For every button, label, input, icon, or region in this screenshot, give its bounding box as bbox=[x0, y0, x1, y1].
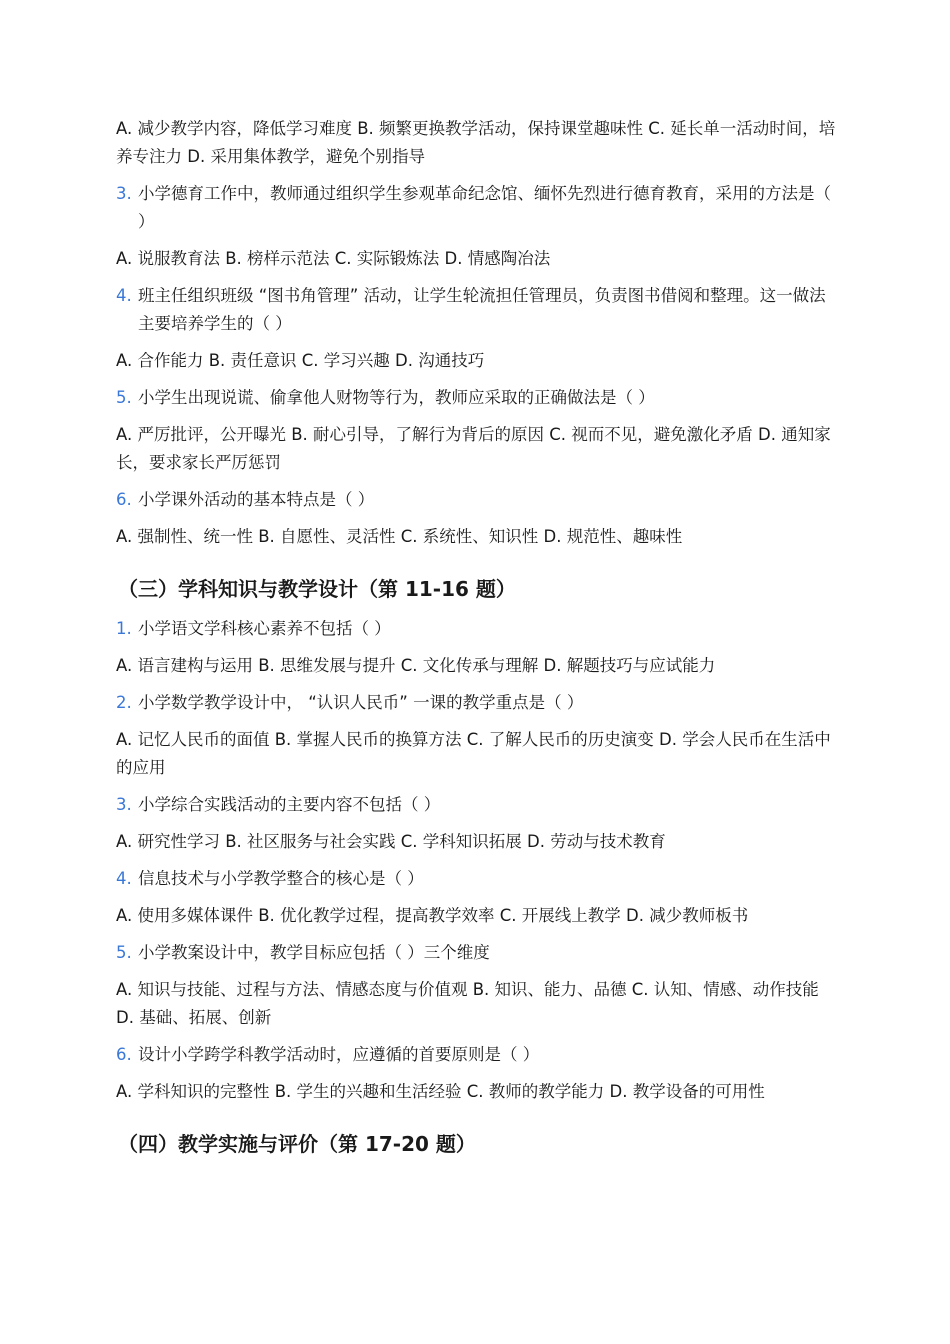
question-item bbox=[116, 1041, 838, 1069]
question-text: 小学生出现说谎、偷拿他人财物等行为，教师应采取的正确做法是（ ） bbox=[138, 388, 655, 407]
question-text: 小学德育工作中，教师通过组织学生参观革命纪念馆、缅怀先烈进行德育教育，采用的方法是（ ） bbox=[138, 184, 831, 231]
answer-options: A. 知识与技能、过程与方法、情感态度与价值观 B. 知识、能力、品德 C. 认知、情感、动作技能 D. 基础、拓展、创新 bbox=[116, 980, 819, 1027]
question-text: 设计小学跨学科教学活动时，应遵循的首要原则是（ ） bbox=[138, 1045, 540, 1064]
question-number: 4. bbox=[116, 286, 132, 305]
answer-options: A. 学科知识的完整性 B. 学生的兴趣和生活经验 C. 教师的教学能力 D. 教学设备的可用性 bbox=[116, 1082, 765, 1101]
answer-options: A. 语言建构与运用 B. 思维发展与提升 C. 文化传承与理解 D. 解题技巧与应试能力 bbox=[116, 656, 716, 675]
question-item bbox=[116, 865, 838, 893]
question-text: 小学语文学科核心素养不包括（ ） bbox=[138, 619, 391, 638]
question-number: 4. bbox=[116, 869, 132, 888]
question-text: 小学课外活动的基本特点是（ ） bbox=[138, 490, 375, 509]
question-item bbox=[116, 939, 838, 967]
answer-options: A. 严厉批评，公开曝光 B. 耐心引导，了解行为背后的原因 C. 视而不见，避免激化矛盾 D. 通知家长，要求家长严厉惩罚 bbox=[116, 425, 831, 472]
question-number: 6. bbox=[116, 490, 132, 509]
question-item bbox=[116, 282, 838, 338]
document-page bbox=[116, 115, 838, 1158]
question-item bbox=[116, 689, 838, 717]
question-number: 3. bbox=[116, 795, 132, 814]
question-item bbox=[116, 615, 838, 643]
question-text: 班主任组织班级 “图书角管理” 活动，让学生轮流担任管理员，负责图书借阅和整理。这一做法主要培养学生的（ ） bbox=[138, 286, 826, 333]
answer-options: A. 强制性、统一性 B. 自愿性、灵活性 C. 系统性、知识性 D. 规范性、趣味性 bbox=[116, 527, 683, 546]
question-item bbox=[116, 486, 838, 514]
question-number: 2. bbox=[116, 693, 132, 712]
question-number: 5. bbox=[116, 388, 132, 407]
question-text: 小学数学教学设计中， “认识人民币” 一课的教学重点是（ ） bbox=[138, 693, 584, 712]
section-heading: （三）学科知识与教学设计（第 11-16 题） bbox=[118, 577, 516, 601]
question-text: 小学综合实践活动的主要内容不包括（ ） bbox=[138, 795, 441, 814]
question-item bbox=[116, 384, 838, 412]
answer-options: A. 记忆人民币的面值 B. 掌握人民币的换算方法 C. 了解人民币的历史演变 D. 学会人民币在生活中的应用 bbox=[116, 730, 831, 777]
question-number: 3. bbox=[116, 184, 132, 203]
question-number: 6. bbox=[116, 1045, 132, 1064]
answer-options: A. 使用多媒体课件 B. 优化教学过程，提高教学效率 C. 开展线上教学 D. 减少教师板书 bbox=[116, 906, 749, 925]
question-text: 信息技术与小学教学整合的核心是（ ） bbox=[138, 869, 424, 888]
answer-options: A. 研究性学习 B. 社区服务与社会实践 C. 学科知识拓展 D. 劳动与技术教育 bbox=[116, 832, 666, 851]
question-number: 5. bbox=[116, 943, 132, 962]
question-item bbox=[116, 791, 838, 819]
question-text: 小学教案设计中，教学目标应包括（ ）三个维度 bbox=[138, 943, 490, 962]
answer-options: A. 减少教学内容，降低学习难度 B. 频繁更换教学活动，保持课堂趣味性 C. 延长单一活动时间，培养专注力 D. 采用集体教学，避免个别指导 bbox=[116, 119, 836, 166]
answer-options: A. 说服教育法 B. 榜样示范法 C. 实际锻炼法 D. 情感陶冶法 bbox=[116, 249, 551, 268]
question-number: 1. bbox=[116, 619, 132, 638]
question-item bbox=[116, 180, 838, 236]
answer-options: A. 合作能力 B. 责任意识 C. 学习兴趣 D. 沟通技巧 bbox=[116, 351, 485, 370]
section-heading: （四）教学实施与评价（第 17-20 题） bbox=[118, 1132, 476, 1156]
